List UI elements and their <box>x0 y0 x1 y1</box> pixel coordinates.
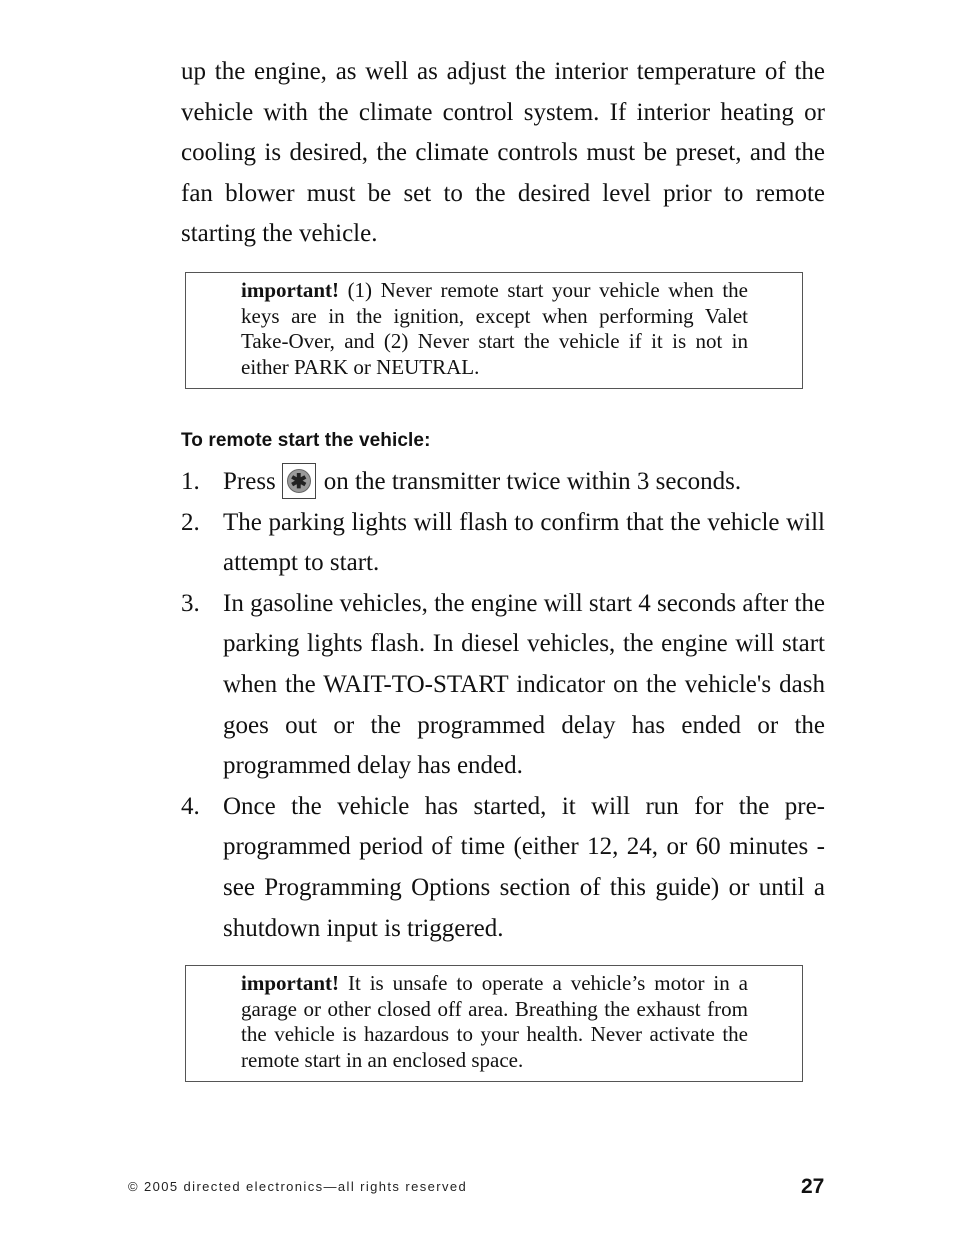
step-item <box>181 787 825 949</box>
footer-copyright: © 2005 directed electronics—all rights reserved <box>128 1179 468 1194</box>
page-number: 27 <box>801 1175 825 1198</box>
intro-paragraph: up the engine, as well as adjust the interior temperature of the vehicle with the climate control system. If interior heating or cooling is desired, the climate controls must be preset, and the fan blower must be set to the desired level prior to remote starting the vehicle. <box>181 58 825 248</box>
step-number: 3. <box>181 589 200 617</box>
step-text: The parking lights will flash to confirm that the vehicle will attempt to start. <box>223 508 825 577</box>
steps-list <box>181 462 825 949</box>
asterisk-button-icon <box>282 463 316 499</box>
note-label: important! <box>241 971 339 995</box>
step-number: 4. <box>181 792 200 820</box>
note-body <box>186 273 748 380</box>
important-note-ignition <box>185 272 803 389</box>
steps-heading: To remote start the vehicle: <box>181 430 431 451</box>
step-number: 2. <box>181 508 200 536</box>
important-note-exhaust <box>185 965 803 1082</box>
note-label: important! <box>241 278 339 302</box>
step-item <box>181 462 825 503</box>
step-text: Once the vehicle has started, it will run for the pre-programmed period of time (either 12, 24, or 60 minutes - see Programming Options section of this guide) or until a shutdown input is triggered. <box>223 792 825 942</box>
note-text: It is unsafe to operate a vehicle’s motor in a garage or other closed off area. Breathing the exhaust from the vehicle is hazardous to your health. Never activate the remote start in an enclosed space. <box>241 971 749 1072</box>
step-item <box>181 503 825 584</box>
step-number: 1. <box>181 468 200 495</box>
note-body <box>186 966 748 1073</box>
step-text-before: Press <box>223 468 276 495</box>
note-text: (1) Never remote start your vehicle when the keys are in the ignition, except when performing Valet Take-Over, and (2) Never start the vehicle if it is not in either PARK or NEUTRAL. <box>241 278 748 379</box>
step-item <box>181 584 825 787</box>
asterisk-icon: ✱ <box>287 469 311 493</box>
step-text-after: on the transmitter twice within 3 seconds. <box>323 468 742 495</box>
step-text: In gasoline vehicles, the engine will start 4 seconds after the parking lights flash. In diesel vehicles, the engine will start when the WAIT-TO-START indicator on the vehicle's dash goes out or the programmed delay has ended or the programmed delay has ended. <box>223 589 825 780</box>
